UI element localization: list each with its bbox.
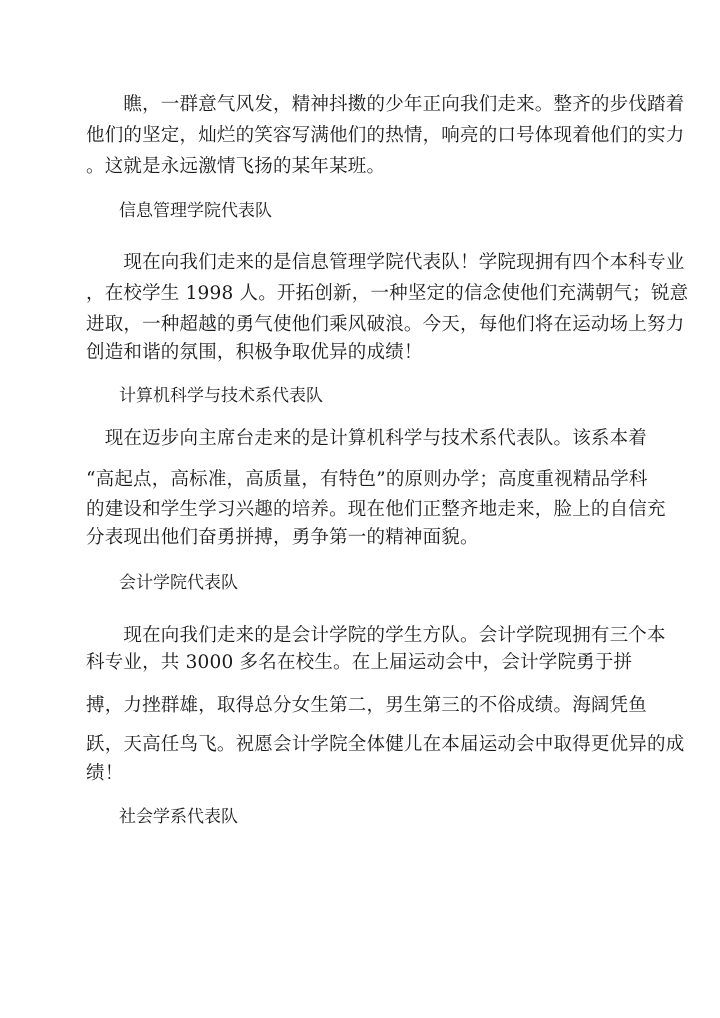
paragraph-line: 现在向我们走来的是信息管理学院代表队！学院现拥有四个本科专业 <box>86 252 685 273</box>
paragraph-line: 绩！ <box>86 763 124 784</box>
paragraph-line: 。这就是永远激情飞扬的某年某班。 <box>86 156 386 177</box>
paragraph-line: 现在迈步向主席台走来的是计算机科学与技术系代表队。该系本着 <box>86 428 648 449</box>
paragraph-line: 搏，力挫群雄，取得总分女生第二，男生第三的不俗成绩。海阔凭鱼 <box>86 695 648 716</box>
paragraph-line: 科专业，共 3000 多名在校生。在上届运动会中，会计学院勇于拼 <box>86 652 633 673</box>
paragraph-line: 跃，天高任鸟飞。祝愿会计学院全体健儿在本届运动会中取得更优异的成 <box>86 734 685 755</box>
paragraph-line: 的建设和学生学习兴趣的培养。现在他们正整齐地走来，脸上的自信充 <box>86 499 666 520</box>
paragraph-line: 创造和谐的氛围，积极争取优异的成绩！ <box>86 342 423 363</box>
paragraph-line: 现在向我们走来的是会计学院的学生方队。会计学院现拥有三个本 <box>86 625 666 646</box>
paragraph-line: 分表现出他们奋勇拼搏，勇争第一的精神面貌。 <box>86 527 479 548</box>
section-heading: 计算机科学与技术系代表队 <box>119 386 323 406</box>
section-heading: 会计学院代表队 <box>119 573 238 593</box>
paragraph-line: 进取，一种超越的勇气使他们乘风破浪。今天，每他们将在运动场上努力 <box>86 314 685 335</box>
paragraph-line: “高起点，高标准，高质量，有特色”的原则办学；高度重视精品学科 <box>86 469 648 490</box>
section-heading: 信息管理学院代表队 <box>119 201 272 221</box>
section-heading: 社会学系代表队 <box>119 807 238 827</box>
paragraph-line: 他们的坚定，灿烂的笑容写满他们的热情，响亮的口号体现着他们的实力 <box>86 125 685 146</box>
paragraph-line: ，在校学生 1998 人。开拓创新，一种坚定的信念使他们充满朝气；锐意 <box>86 283 689 304</box>
paragraph-line: 瞧，一群意气风发，精神抖擞的少年正向我们走来。整齐的步伐踏着 <box>86 94 685 115</box>
